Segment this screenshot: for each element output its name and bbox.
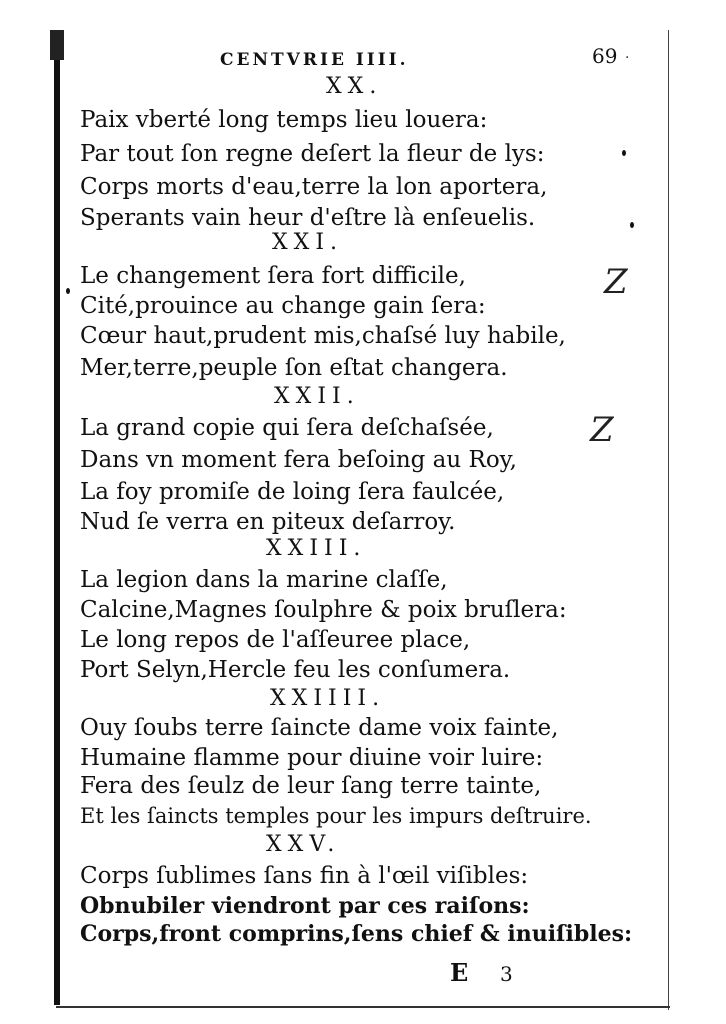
verse-line: Cœur haut,prudent mis,chaſsé luy habile, xyxy=(80,323,566,349)
running-head: CENTVRIE IIII. xyxy=(220,50,409,70)
verse-line: Nud ſe verra en piteux deſarroy. xyxy=(80,509,456,535)
scan-edge-right xyxy=(668,30,669,1010)
margin-annotation: Z xyxy=(590,410,614,450)
quatrain-number: XXIII. xyxy=(266,536,367,561)
ink-speck xyxy=(66,288,70,294)
folio-mark: · xyxy=(625,50,630,66)
quatrain-number: XXIIII. xyxy=(270,686,386,711)
verse-line: Corps morts d'eau,terre la lon aportera, xyxy=(80,174,548,200)
signature-number: 3 xyxy=(500,962,513,986)
verse-line: Par tout ſon regne deſert la fleur de lys: xyxy=(80,141,545,167)
scan-edge-left xyxy=(54,30,60,1005)
verse-line: Cité,prouince au change gain ſera: xyxy=(80,293,486,319)
scan-edge-bottom xyxy=(56,1006,670,1008)
verse-line: Sperants vain heur d'eſtre là enſeuelis. xyxy=(80,205,536,231)
folio-number: 69 xyxy=(592,44,618,68)
verse-line: Et les ſaincts temples pour les impurs deſtruire. xyxy=(80,804,592,828)
quatrain-number: XXV. xyxy=(266,832,341,857)
verse-line: Le long repos de l'aſſeuree place, xyxy=(80,627,471,653)
verse-line: Dans vn moment fera beſoing au Roy, xyxy=(80,447,517,473)
verse-line: La foy promiſe de loing ſera faulcée, xyxy=(80,479,505,505)
verse-line: La legion dans la marine claſſe, xyxy=(80,567,448,593)
ink-speck xyxy=(630,222,634,228)
verse-line: Paix vberté long temps lieu louera: xyxy=(80,107,488,133)
verse-line: Obnubiler viendront par ces raiſons: xyxy=(80,893,530,919)
quatrain-number: XXI. xyxy=(272,230,344,255)
verse-line: Port Selyn,Hercle feu les conſumera. xyxy=(80,657,511,683)
verse-line: La grand copie qui ſera deſchaſsée, xyxy=(80,415,494,441)
quatrain-number: XXII. xyxy=(274,384,360,409)
verse-line: Mer,terre,peuple ſon eſtat changera. xyxy=(80,355,508,381)
verse-line: Le changement ſera fort difficile, xyxy=(80,263,466,289)
verse-line: Fera des ſeulz de leur ſang terre tainte, xyxy=(80,773,542,799)
verse-line: Ouy ſoubs terre ſaincte dame voix fainte, xyxy=(80,715,559,741)
verse-line: Calcine,Magnes ſoulphre & poix bruſlera: xyxy=(80,597,567,623)
margin-annotation: Z xyxy=(604,262,628,302)
ink-speck xyxy=(622,150,626,156)
signature-mark: E xyxy=(450,958,469,987)
verse-line: Humaine flamme pour diuine voir luire: xyxy=(80,745,544,771)
verse-line: Corps,front comprins,ſens chief & inuiſibles: xyxy=(80,921,633,947)
verse-line: Corps ſublimes ſans fin à l'œil viſibles: xyxy=(80,863,529,889)
quatrain-number: XX. xyxy=(326,74,383,99)
scan-edge-mark xyxy=(50,30,64,60)
